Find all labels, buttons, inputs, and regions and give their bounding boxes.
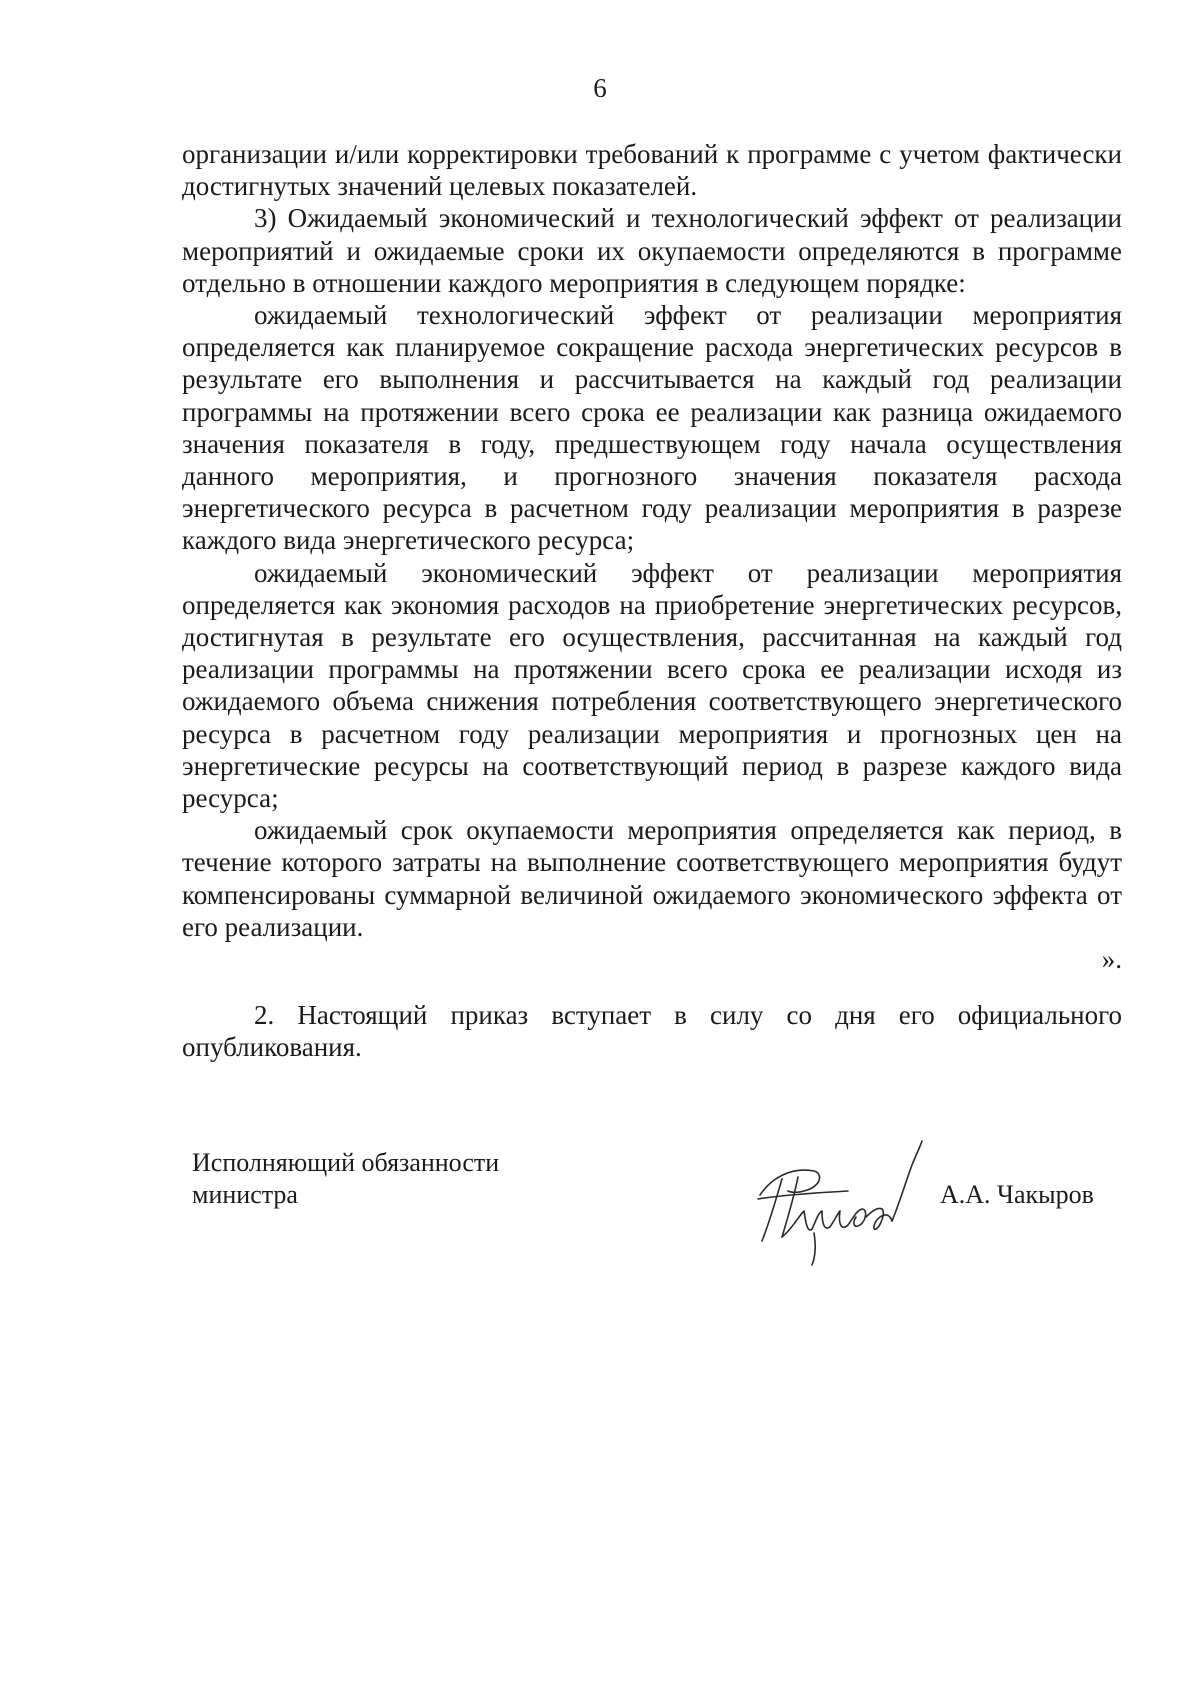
- paragraph-technological-effect: ожидаемый технологический эффект от реализации мероприятия определяется как планируемое сокращение расхода энергетических ресурсов в результате его выполнения и рассчитывается на каждый год реализации программы на протяжении всего срока ее реализации как разница ожидаемого значения показателя в году, предшествующем году начала осуществления данного мероприятия, и прогнозного значения показателя расхода энергетического ресурса в расчетном году реализации мероприятия в разрезе каждого вида энергетического ресурса;: [182, 300, 1122, 556]
- paragraph-continuation: организации и/или корректировки требований к программе с учетом фактически достигнутых значений целевых показателей.: [182, 139, 1122, 202]
- signatory-name: А.А. Чакыров: [940, 1180, 1094, 1209]
- signatory-position-line1: Исполняющий обязанности: [192, 1148, 500, 1177]
- paragraph-economic-effect: ожидаемый экономический эффект от реализации мероприятия определяется как экономия расходов на приобретение энергетических ресурсов, достигнутая в результате его осуществления, рассчитанная на каждый год реализации программы на протяжении всего срока ее реализации исходя из ожидаемого объема снижения потребления соответствующего энергетического ресурса в расчетном году реализации мероприятия и прогнозных цен на энергетические ресурсы на соответствующий период в разрезе каждого вида ресурса;: [182, 557, 1122, 814]
- paragraph-clause-2: 2. Настоящий приказ вступает в силу со дня его официального опубликования.: [182, 1000, 1122, 1063]
- handwritten-signature: [752, 1137, 927, 1267]
- paragraph-clause-3: 3) Ожидаемый экономический и технологический эффект от реализации мероприятий и ожидаемые сроки их окупаемости определяются в программе отдельно в отношении каждого мероприятия в следующем порядке:: [182, 203, 1122, 298]
- page-number: 6: [593, 73, 607, 103]
- paragraph-payback-period: ожидаемый срок окупаемости мероприятия определяется как период, в течение которого затраты на выполнение соответствующего мероприятия будут компенсированы суммарной величиной ожидаемого экономического эффекта от его реализации.: [182, 815, 1122, 942]
- closing-quote: ».: [1101, 944, 1122, 975]
- signature-block: [192, 1147, 1132, 1297]
- body-text: [182, 138, 1122, 1063]
- signatory-position-line2: министра: [192, 1180, 298, 1209]
- signatory-position: [192, 1147, 499, 1211]
